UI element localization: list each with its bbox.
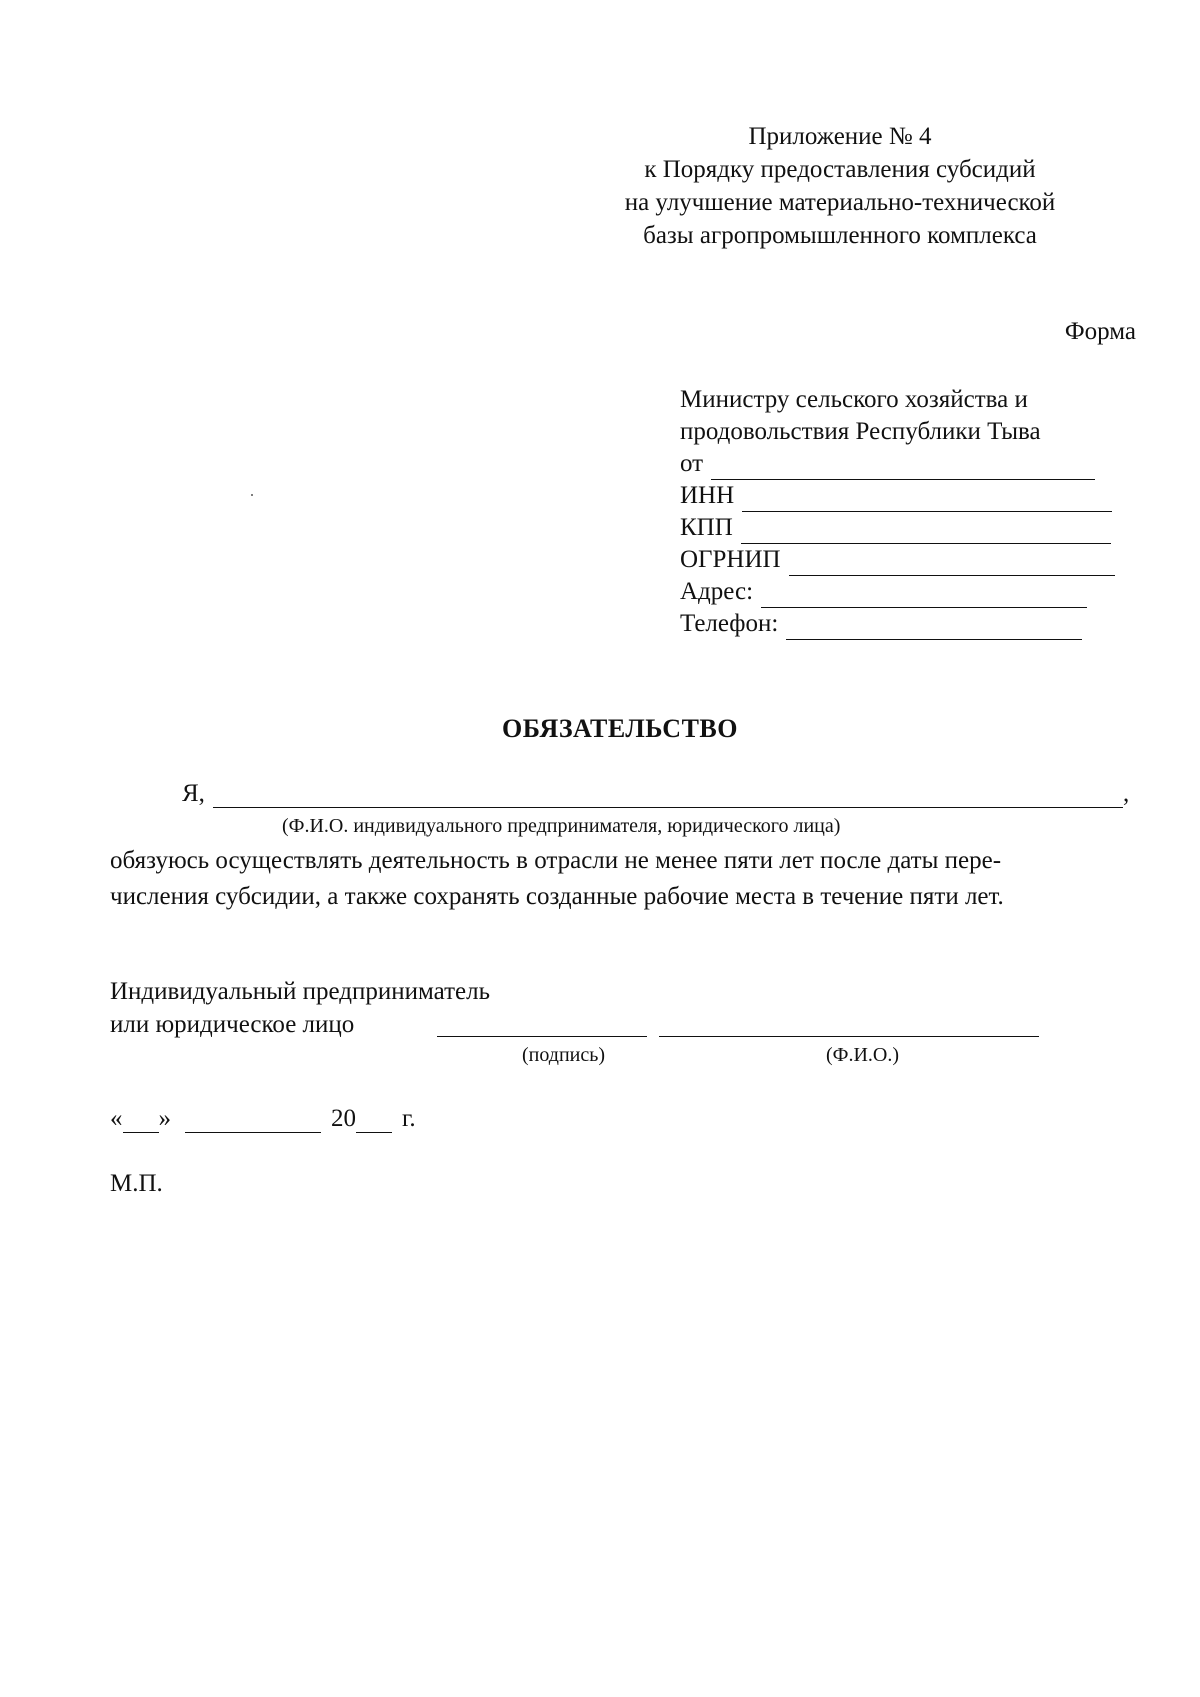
obligation-text [110,843,1140,915]
from-label: от [680,450,704,477]
address-input-line[interactable] [761,585,1087,608]
from-field [680,448,1150,480]
form-label: Форма [1064,318,1136,345]
phone-field [680,608,1150,640]
month-input-line[interactable] [185,1112,321,1133]
declarant-name-input-line[interactable] [213,787,1123,808]
date-line [110,1105,416,1133]
year-suffix: г. [402,1105,416,1132]
signature-label [110,975,490,1041]
appendix-number: Приложение № 4 [748,123,932,150]
declarant-suffix: , [1122,780,1130,807]
document-title: ОБЯЗАТЕЛЬСТВО [502,714,738,743]
obligation-line-1: обязуюсь осуществлять деятельность в отрасли не менее пяти лет после даты пере- [110,847,1002,874]
ogrnip-label: ОГРНИП [680,546,781,573]
inn-input-line[interactable] [742,489,1112,512]
day-input-line[interactable] [123,1112,159,1133]
appendix-reference: к Порядку предоставления субсидий [644,156,1036,183]
date-open-quote: « [110,1105,123,1132]
inn-field [680,480,1150,512]
appendix-subject-continued: базы агропромышленного комплекса [643,222,1037,249]
stamp-place: М.П. [110,1170,163,1197]
addressee-line-2: продовольствия Республики Тыва [680,418,1041,445]
kpp-field [680,512,1150,544]
year-prefix: 20 [331,1105,356,1132]
kpp-label: КПП [680,514,733,541]
appendix-header [560,120,1120,252]
year-input-line[interactable] [356,1112,392,1133]
addressee-block [680,384,1150,640]
phone-input-line[interactable] [786,617,1082,640]
declarant-prefix: Я, [182,780,205,807]
ogrnip-input-line[interactable] [789,553,1115,576]
date-close-quote: » [158,1105,171,1132]
scan-speck [251,494,253,496]
address-label: Адрес: [680,578,754,605]
declarant-line [182,780,1129,808]
kpp-input-line[interactable] [741,521,1111,544]
phone-label: Телефон: [680,610,779,637]
appendix-subject: на улучшение материально-технической [624,189,1056,216]
signature-caption: (подпись) [522,1044,606,1066]
address-field [680,576,1150,608]
signature-label-line-1: Индивидуальный предприниматель [110,978,490,1005]
inn-label: ИНН [680,482,735,509]
signature-label-line-2: или юридическое лицо [110,1011,355,1038]
declarant-caption: (Ф.И.О. индивидуального предпринимателя, юридического лица) [282,815,841,837]
addressee-line-1: Министру сельского хозяйства и [680,386,1028,413]
ogrnip-field [680,544,1150,576]
signature-input-line[interactable] [437,1036,647,1037]
obligation-line-2: числения субсидии, а также сохранять созданные рабочие места в течение пяти лет. [110,883,1004,910]
from-input-line[interactable] [711,457,1095,480]
signer-name-input-line[interactable] [659,1036,1039,1037]
signer-name-caption: (Ф.И.О.) [826,1044,900,1066]
